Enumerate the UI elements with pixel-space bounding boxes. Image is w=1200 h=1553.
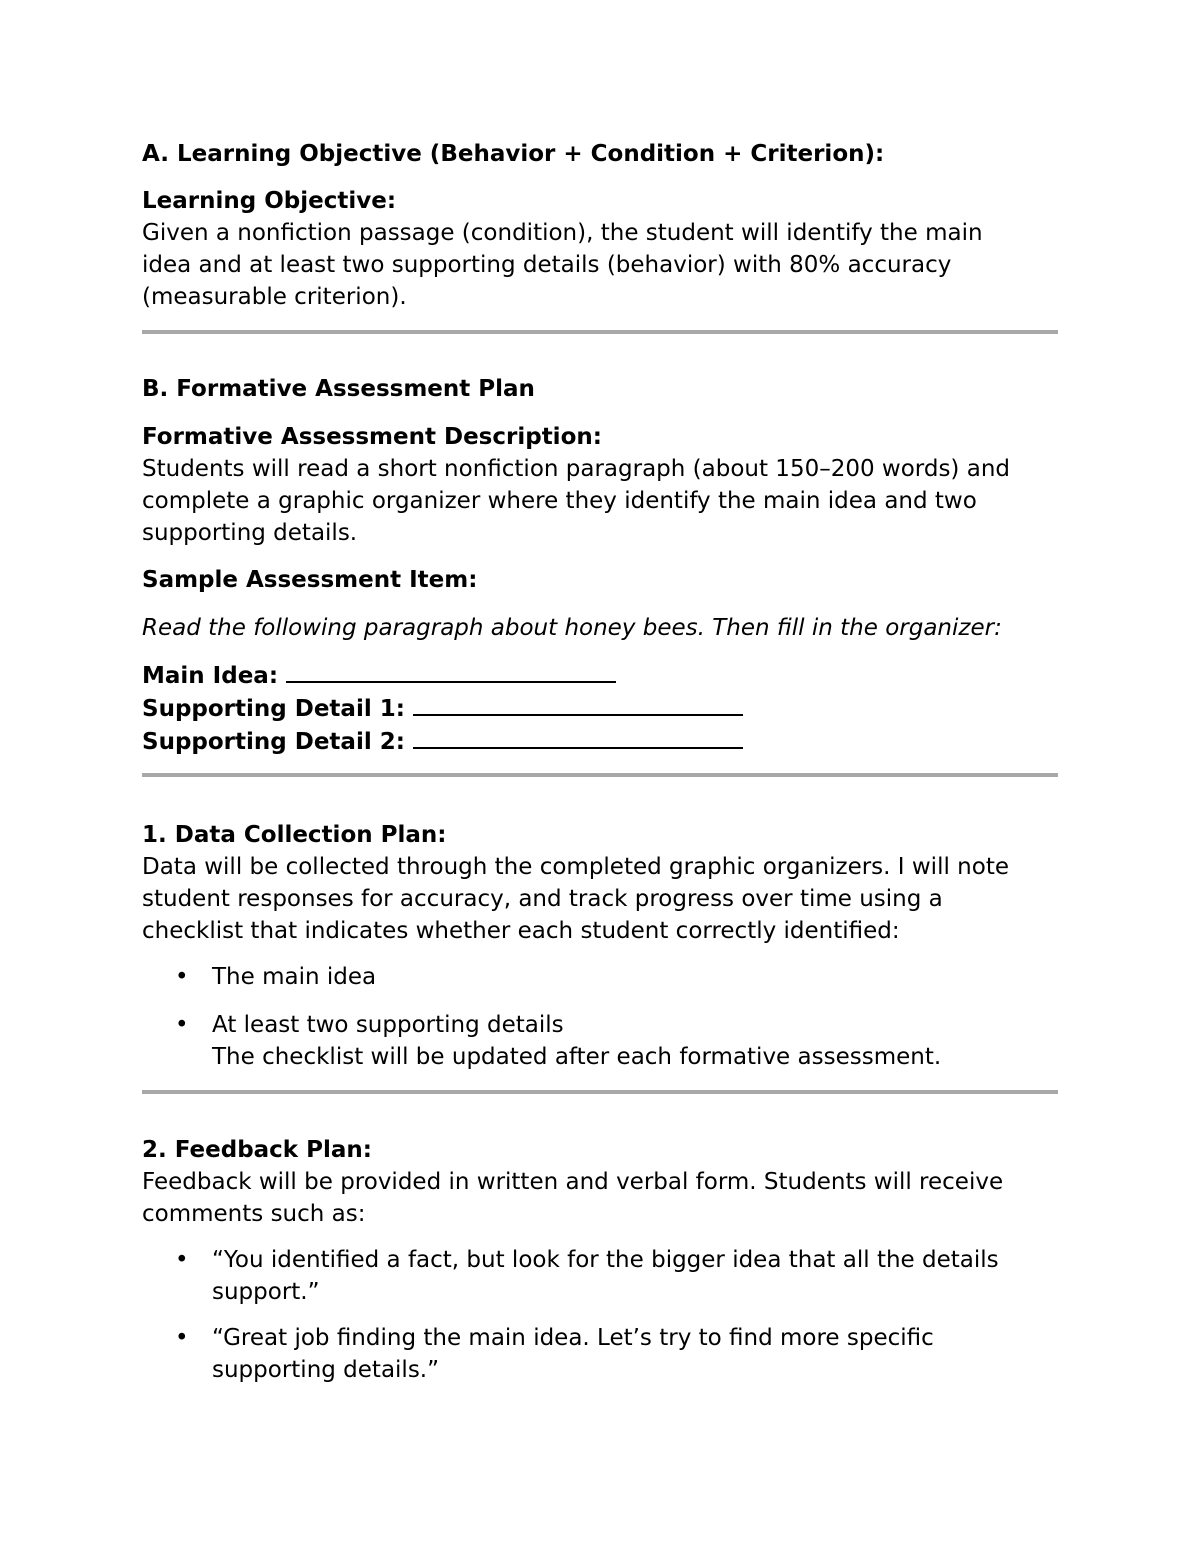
feedback-line-1: Feedback will be provided in written and verbal form. Students will receive (142, 1169, 1004, 1195)
list-item (142, 1322, 1058, 1386)
main-idea-row (142, 659, 1058, 692)
bullet-icon: • (175, 1012, 189, 1038)
bullet-icon: • (175, 1325, 189, 1351)
data-collection-line-3: checklist that indicates whether each student correctly identified: (142, 918, 900, 944)
bullet-icon: • (175, 1247, 189, 1273)
main-idea-blank[interactable] (286, 659, 616, 683)
list-item (142, 1009, 1058, 1073)
divider (142, 1090, 1058, 1094)
list-item-text: At least two supporting details (212, 1012, 564, 1038)
divider (142, 330, 1058, 334)
feedback-line-2: comments such as: (142, 1201, 366, 1227)
document-page (142, 138, 1058, 1386)
data-collection-line-1: Data will be collected through the completed graphic organizers. I will note (142, 854, 1009, 880)
list-item-text: The main idea (212, 964, 377, 990)
list-item-text: “You identified a fact, but look for the bigger idea that all the details (212, 1247, 999, 1273)
section-a-heading: A. Learning Objective (Behavior + Condition + Criterion): (142, 141, 885, 167)
formative-description-line-2: complete a graphic organizer where they identify the main idea and two (142, 488, 977, 514)
formative-description-line-1: Students will read a short nonfiction paragraph (about 150–200 words) and (142, 456, 1010, 482)
list-item-text: The checklist will be updated after each formative assessment. (212, 1044, 942, 1070)
detail-1-row (142, 692, 1058, 725)
sample-item-label: Sample Assessment Item: (142, 567, 478, 593)
section-1-heading: 1. Data Collection Plan: (142, 822, 447, 848)
detail-2-row (142, 725, 1058, 758)
list-item (142, 961, 1058, 993)
divider (142, 773, 1058, 777)
bullet-icon: • (175, 964, 189, 990)
data-collection-list (142, 961, 1058, 1073)
list-item-text: support.” (212, 1279, 320, 1305)
detail-1-label: Supporting Detail 1: (142, 696, 405, 722)
detail-1-blank[interactable] (413, 692, 743, 716)
learning-objective-line-2: idea and at least two supporting details (behavior) with 80% accuracy (142, 252, 952, 278)
main-idea-label: Main Idea: (142, 663, 279, 689)
detail-2-blank[interactable] (413, 725, 743, 749)
learning-objective-line-1: Given a nonfiction passage (condition), the student will identify the main (142, 220, 983, 246)
section-2-heading: 2. Feedback Plan: (142, 1137, 372, 1163)
learning-objective-label: Learning Objective: (142, 188, 397, 214)
formative-description-label: Formative Assessment Description: (142, 424, 602, 450)
data-collection-line-2: student responses for accuracy, and track progress over time using a (142, 886, 943, 912)
section-b-heading: B. Formative Assessment Plan (142, 376, 535, 402)
list-item-text: supporting details.” (212, 1357, 440, 1383)
list-item-text: “Great job finding the main idea. Let’s try to find more specific (212, 1325, 934, 1351)
formative-description-line-3: supporting details. (142, 520, 358, 546)
feedback-list (142, 1244, 1058, 1386)
sample-item-instruction: Read the following paragraph about honey bees. Then fill in the organizer: (142, 615, 1002, 641)
list-item (142, 1244, 1058, 1308)
detail-2-label: Supporting Detail 2: (142, 729, 405, 755)
learning-objective-line-3: (measurable criterion). (142, 284, 407, 310)
